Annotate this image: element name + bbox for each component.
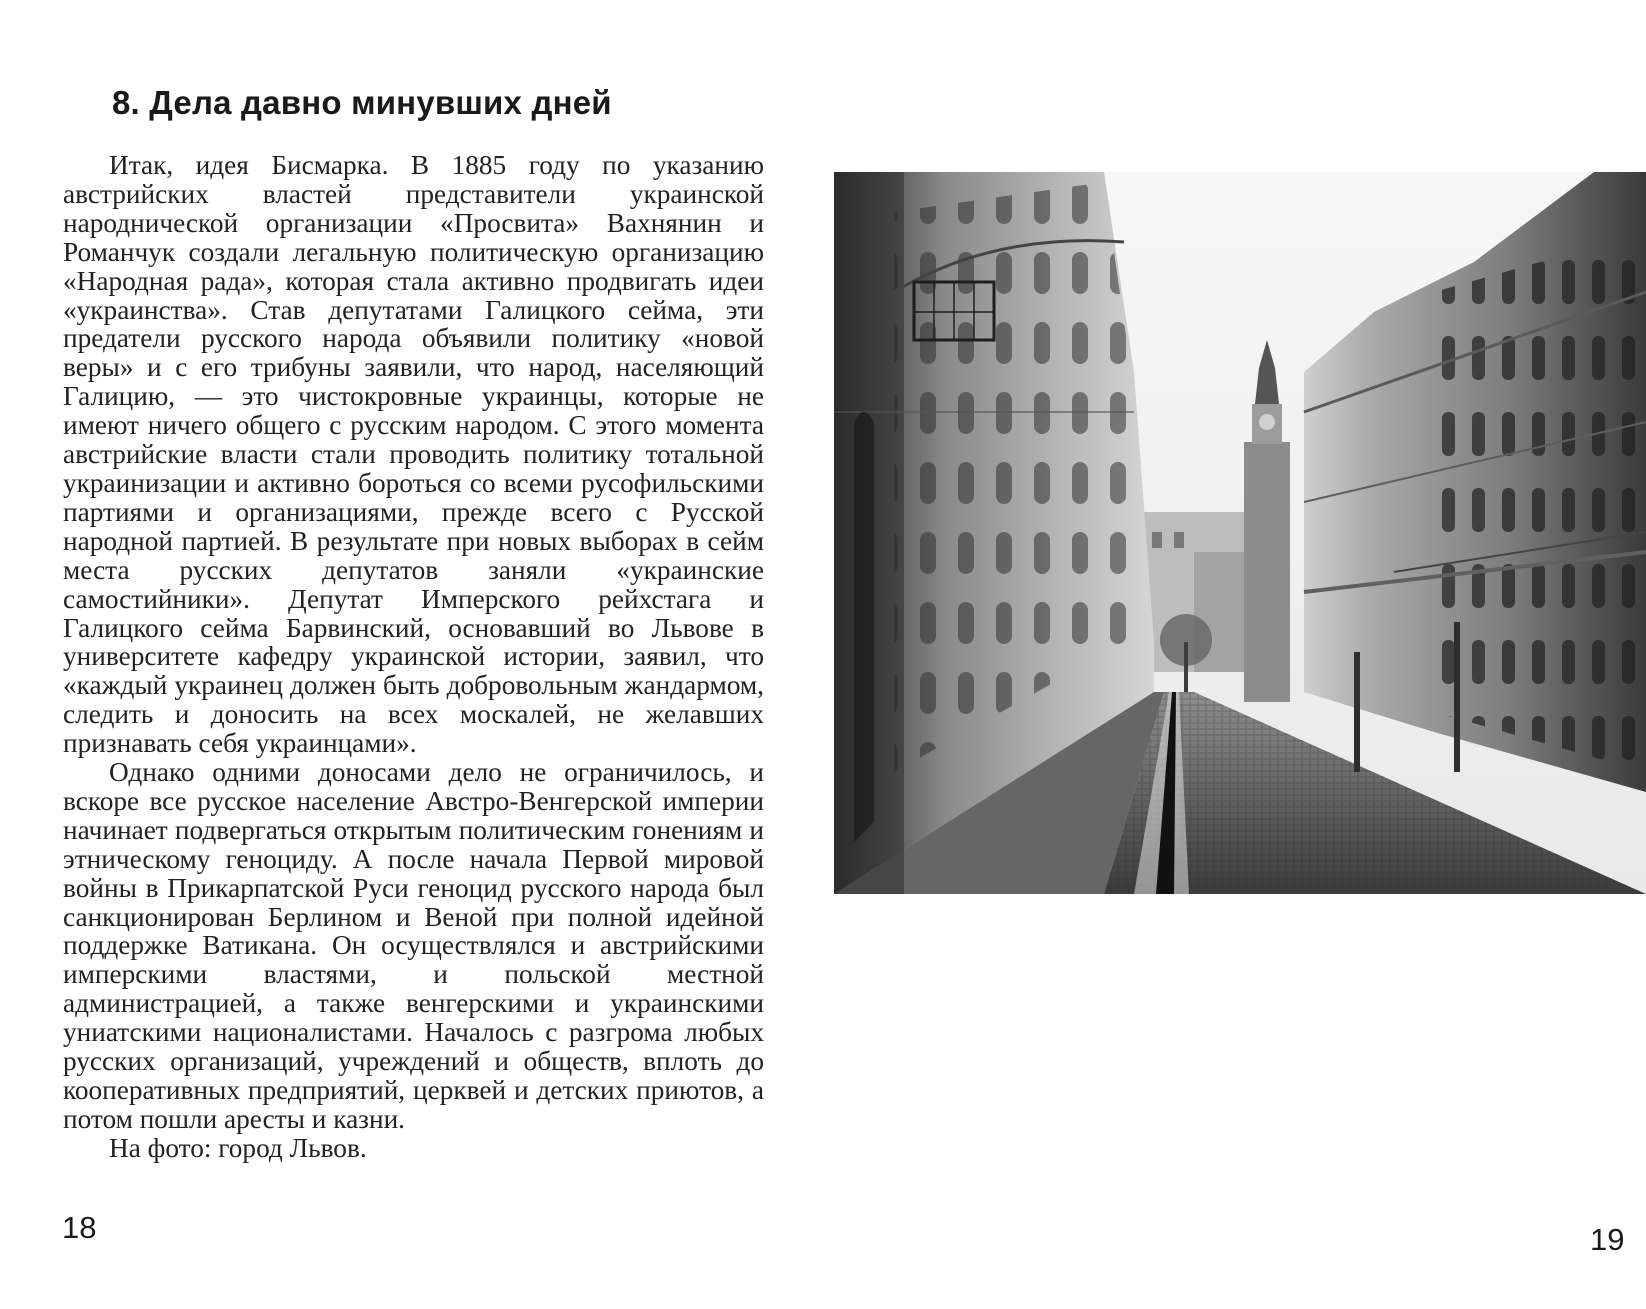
paragraph-1: Итак, идея Бисмарка. В 1885 году по указанию австрийских властей представители украинской народнической организации «Просвита» Вахнянин и Романчук создали легальную политическую организацию «Народная рада», которая стала активно продвигать идеи «украинства». Став депутатами Галицкого сейма, эти предатели русского народа объявили политику «новой веры» и с его трибуны заявили, что народ, населяющий Галицию, — это чистокровные украинцы, которые не имеют ничего общего с русским народом. С этого момента австрийские власти стали проводить политику тотальной украинизации и активно бороться со всеми русофильскими партиями и организациями, прежде всего с Русской народной партией. В результате при новых выборах в сейм места русских депутатов заняли «украинские самостийники». Депутат Имперского рейхстага и Галицкого сейма Барвинский, основавший во Львове в университете кафедру украинской истории, заявил, что «каждый украинец должен быть добровольным жандармом, следить и доносить на всех москалей, не желавших признавать себя украинцами». <box>63 150 764 759</box>
page-number-right: 19 <box>1590 1222 1625 1257</box>
photo-caption: На фото: город Львов. <box>109 1132 367 1163</box>
paragraph-2: Однако одними доносами дело не ограничилось, и вскоре все русское население Австро-Венгерской империи начинает подвергаться открытым политическим гонениям и этническому геноциду. А после начала Первой мировой войны в Прикарпатской Руси геноцид русского народа был санкционирован Берлином и Веной при полной идейной поддержке Ватикана. Он осуществлялся и австрийскими имперскими властями, и польской местной администрацией, а также венгерскими и украинскими униатскими националистами. Началось с разгрома любых русских организаций, учреждений и обществ, вплоть до кооперативных предприятий, церквей и детских приютов, а потом пошли аресты и казни. <box>63 757 764 1134</box>
lviv-street-photo <box>834 172 1646 894</box>
chapter-title: 8. Дела давно минувших дней <box>112 84 612 121</box>
body-text <box>63 151 764 1163</box>
page-number-left: 18 <box>62 1210 97 1245</box>
